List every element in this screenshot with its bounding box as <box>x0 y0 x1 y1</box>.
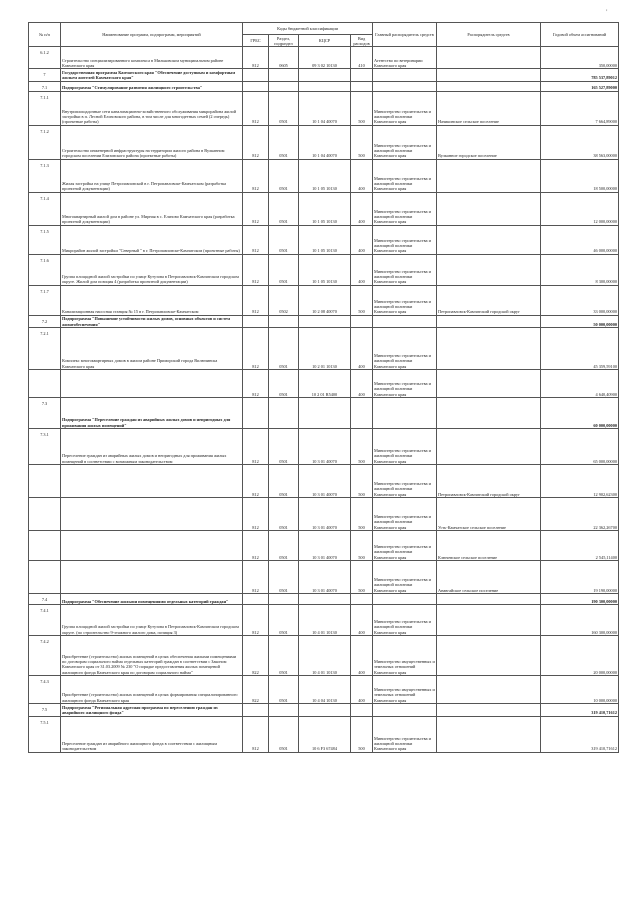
cell-amount: 10 000,00000 <box>541 676 619 704</box>
cell-name: Группа площадной жилой застройки по улице Кутузова в Петропавловск-Камчатском городском округе. (по строительство 9-этажного жилого дома, позиция 3) <box>61 605 243 636</box>
cell-num: 7.5 <box>29 704 61 716</box>
cell-rz: 0501 <box>269 636 299 676</box>
cell-csr <box>299 81 351 91</box>
cell-grbs: 812 <box>243 605 269 636</box>
cell-vr: 410 <box>351 47 373 69</box>
cell-admin <box>373 594 437 605</box>
cell-num: 7.1.7 <box>29 285 61 315</box>
cell-name: Канализационная насосная станция № 15 в г. Петропавловске-Камчатском <box>61 285 243 315</box>
cell-vr <box>351 81 373 91</box>
cell-grbs: 812 <box>243 370 269 398</box>
cell-recipient <box>437 370 541 398</box>
cell-num: 7.4.1 <box>29 605 61 636</box>
table-row-subtotal <box>29 69 619 81</box>
cell-rz: 0501 <box>269 91 299 125</box>
cell-amount: 4 640,40900 <box>541 370 619 398</box>
cell-vr <box>351 398 373 429</box>
cell-amount: 350,00000 <box>541 47 619 69</box>
cell-recipient <box>437 225 541 254</box>
cell-rz: 0501 <box>269 498 299 531</box>
cell-admin <box>373 315 437 327</box>
cell-recipient: Ключевское сельское поселение <box>437 531 541 561</box>
cell-num: 7.2.1 <box>29 328 61 370</box>
cell-csr: 10 2 01 10130 <box>299 328 351 370</box>
cell-name: Многоквартирный жилой дом в районе ул. Мирная в с. Елизово Камчатского края (разработка проектной документации) <box>61 192 243 225</box>
table-row <box>29 125 619 159</box>
cell-recipient: Петропавловск-Камчатский городской округ <box>437 285 541 315</box>
cell-grbs: 812 <box>243 429 269 465</box>
cell-num: 7.1.1 <box>29 91 61 125</box>
cell-rz: 0502 <box>269 285 299 315</box>
cell-num <box>29 498 61 531</box>
cell-num: 7 <box>29 69 61 81</box>
cell-vr: 400 <box>351 370 373 398</box>
cell-num: 7.1 <box>29 81 61 91</box>
cell-amount: 33 000,00000 <box>541 285 619 315</box>
cell-grbs: 812 <box>243 192 269 225</box>
cell-amount: 190 300,00000 <box>541 594 619 605</box>
table-row <box>29 225 619 254</box>
cell-admin <box>373 704 437 716</box>
cell-num: 7.2 <box>29 315 61 327</box>
cell-csr: 10 1 04 40070 <box>299 91 351 125</box>
header-name: Наименование программ, подпрограмм, мероприятий <box>61 23 243 47</box>
cell-vr: 500 <box>351 531 373 561</box>
cell-vr: 500 <box>351 91 373 125</box>
cell-recipient <box>437 192 541 225</box>
cell-num: 7.4 <box>29 594 61 605</box>
cell-num: 7.4.3 <box>29 676 61 704</box>
cell-recipient: Вулканное городское поселение <box>437 125 541 159</box>
cell-vr: 400 <box>351 676 373 704</box>
table-row <box>29 285 619 315</box>
cell-amount: 12 000,00000 <box>541 192 619 225</box>
cell-admin: Министерство строительства и жилищной политики Камчатского края <box>373 465 437 498</box>
cell-admin: Министерство строительства и жилищной политики Камчатского края <box>373 716 437 752</box>
cell-admin: Министерство строительства и жилищной политики Камчатского края <box>373 159 437 192</box>
cell-name: Подпрограмма "Стимулирование развития жилищного строительства" <box>61 81 243 91</box>
cell-grbs <box>243 315 269 327</box>
cell-grbs: 812 <box>243 91 269 125</box>
table-row <box>29 636 619 676</box>
cell-csr: 10 1 05 10130 <box>299 159 351 192</box>
cell-name: Приобретение (строительство) жилых помещений в целях обеспечения жилыми помещениями по договорам социального найма отдельных категорий граждан в соответствии с Законом Камчатского края от 31.03.2009 № 230 "О порядке предоставления жилых помещений жилищного фонда Камчатского края по договорам социального найма" <box>61 636 243 676</box>
header-rz: Раздел, подраздел <box>269 35 299 47</box>
table-row-subtotal <box>29 704 619 716</box>
cell-name <box>61 531 243 561</box>
cell-admin: Министерство строительства и жилищной политики Камчатского края <box>373 605 437 636</box>
cell-amount: 785 537,89012 <box>541 69 619 81</box>
budget-allocation-table <box>28 22 619 753</box>
cell-vr: 400 <box>351 192 373 225</box>
cell-rz <box>269 315 299 327</box>
cell-num <box>29 465 61 498</box>
cell-name: Строительство специализированного комплекса в Мильковском муниципальном районе Камчатского края <box>61 47 243 69</box>
cell-grbs: 812 <box>243 716 269 752</box>
cell-csr: 10 4 04 10130 <box>299 676 351 704</box>
cell-name: Подпрограмма "Повышение устойчивости жилых домов, основных объектов и систем жизнеобеспечения" <box>61 315 243 327</box>
table-row <box>29 192 619 225</box>
table-row <box>29 531 619 561</box>
cell-vr <box>351 315 373 327</box>
cell-rz: 0605 <box>269 47 299 69</box>
cell-rz <box>269 594 299 605</box>
cell-vr: 400 <box>351 328 373 370</box>
cell-rz: 0501 <box>269 370 299 398</box>
cell-admin: Министерство имущественных и земельных отношений Камчатского края <box>373 676 437 704</box>
cell-name: Микрорайон жилой застройки "Северный " в г. Петропавловске-Камчатском (проектные работы) <box>61 225 243 254</box>
table-row <box>29 716 619 752</box>
cell-rz <box>269 704 299 716</box>
cell-admin: Министерство строительства и жилищной политики Камчатского края <box>373 254 437 285</box>
cell-name: Группа площадной жилой застройки по улице Кутузова в Петропавловск-Камчатском городском округе. Жилой дом позиция 4 (разработка проектной документации) <box>61 254 243 285</box>
cell-recipient <box>437 716 541 752</box>
budget-table-container <box>28 22 618 753</box>
cell-csr: 10 3 01 40070 <box>299 465 351 498</box>
cell-grbs: 812 <box>243 328 269 370</box>
cell-csr: 10 2 08 40070 <box>299 285 351 315</box>
cell-admin: Министерство строительства и жилищной политики Камчатского края <box>373 429 437 465</box>
table-row <box>29 465 619 498</box>
cell-admin: Министерство строительства и жилищной политики Камчатского края <box>373 91 437 125</box>
cell-admin: Министерство строительства и жилищной политики Камчатского края <box>373 192 437 225</box>
table-row-subtotal <box>29 315 619 327</box>
cell-recipient <box>437 254 541 285</box>
cell-amount: 7 664,89000 <box>541 91 619 125</box>
cell-name: Приобретение (строительство) жилых помещений в целях формирования специализированного жилищного фонда Камчатского края <box>61 676 243 704</box>
cell-grbs: 812 <box>243 47 269 69</box>
cell-grbs: 822 <box>243 676 269 704</box>
table-row-subtotal <box>29 398 619 429</box>
cell-grbs <box>243 81 269 91</box>
cell-name: Переселение граждан из аварийных жилых домов и непригодных для проживания жилых помещений в соответствии с возможным законодательством <box>61 429 243 465</box>
cell-recipient <box>437 704 541 716</box>
cell-vr: 500 <box>351 429 373 465</box>
cell-num: 7.4.2 <box>29 636 61 676</box>
cell-name <box>61 370 243 398</box>
header-csr: КЦСР <box>299 35 351 47</box>
cell-num: 7.3.1 <box>29 429 61 465</box>
cell-rz <box>269 81 299 91</box>
cell-grbs: 812 <box>243 465 269 498</box>
cell-rz: 0501 <box>269 561 299 594</box>
cell-recipient <box>437 328 541 370</box>
table-row-subtotal <box>29 81 619 91</box>
cell-name: Внутриплощадочные сети канализационно-хозяйственного обслуживания микрорайона жилой застройки в п. Лесной Елизовского района, в том числе для многодетных семей (2 очередь) (проектные работы) <box>61 91 243 125</box>
cell-rz <box>269 69 299 81</box>
cell-amount: 38 563,00000 <box>541 125 619 159</box>
cell-name <box>61 465 243 498</box>
cell-rz: 0501 <box>269 225 299 254</box>
cell-admin: Министерство строительства и жилищной политики Камчатского края <box>373 561 437 594</box>
cell-recipient <box>437 81 541 91</box>
cell-vr: 500 <box>351 125 373 159</box>
cell-recipient: Анавгайское сельское поселение <box>437 561 541 594</box>
header-grbs: ГРБС <box>243 35 269 47</box>
cell-csr <box>299 398 351 429</box>
cell-amount: 12 902,62300 <box>541 465 619 498</box>
table-row <box>29 91 619 125</box>
cell-vr: 500 <box>351 285 373 315</box>
cell-csr: 10 3 01 40070 <box>299 429 351 465</box>
cell-csr <box>299 704 351 716</box>
cell-grbs: 812 <box>243 561 269 594</box>
cell-recipient: Петропавловск-Камчатский городской округ <box>437 465 541 498</box>
header-amount: Годовой объем ассигнований <box>541 23 619 47</box>
cell-grbs: 812 <box>243 225 269 254</box>
cell-num: 7.3 <box>29 398 61 429</box>
cell-recipient <box>437 47 541 69</box>
cell-name: Переселение граждан из аварийного жилищного фонда в соответствии с жилищным законодательством <box>61 716 243 752</box>
cell-vr: 400 <box>351 159 373 192</box>
cell-recipient <box>437 69 541 81</box>
cell-admin: Министерство строительства и жилищной политики Камчатского края <box>373 125 437 159</box>
cell-amount: 60 000,00000 <box>541 398 619 429</box>
cell-rz: 0501 <box>269 716 299 752</box>
cell-amount: 165 527,89000 <box>541 81 619 91</box>
cell-vr: 500 <box>351 716 373 752</box>
cell-rz: 0501 <box>269 125 299 159</box>
cell-vr <box>351 594 373 605</box>
cell-vr: 500 <box>351 465 373 498</box>
table-row <box>29 429 619 465</box>
cell-csr: 10 1 05 10130 <box>299 192 351 225</box>
cell-grbs <box>243 398 269 429</box>
cell-admin: Министерство строительства и жилищной политики Камчатского края <box>373 370 437 398</box>
cell-csr: 10 3 01 40070 <box>299 531 351 561</box>
cell-admin <box>373 69 437 81</box>
cell-rz: 0501 <box>269 159 299 192</box>
table-body <box>29 47 619 752</box>
cell-admin: Министерство строительства и жилищной политики Камчатского края <box>373 285 437 315</box>
cell-admin <box>373 398 437 429</box>
cell-csr <box>299 594 351 605</box>
cell-name <box>61 498 243 531</box>
cell-rz: 0501 <box>269 605 299 636</box>
cell-grbs: 812 <box>243 531 269 561</box>
table-row <box>29 676 619 704</box>
cell-num: 6.1.2 <box>29 47 61 69</box>
cell-rz: 0501 <box>269 254 299 285</box>
cell-csr: 10 3 01 40070 <box>299 498 351 531</box>
cell-admin: Министерство строительства и жилищной политики Камчатского края <box>373 498 437 531</box>
cell-amount: 65 000,00000 <box>541 429 619 465</box>
cell-rz: 0501 <box>269 465 299 498</box>
cell-grbs <box>243 704 269 716</box>
cell-amount: 18 500,00000 <box>541 159 619 192</box>
table-row <box>29 498 619 531</box>
cell-num <box>29 370 61 398</box>
cell-rz <box>269 398 299 429</box>
cell-admin: Агентство по ветеринарии Камчатского края <box>373 47 437 69</box>
cell-vr: 400 <box>351 636 373 676</box>
cell-csr: 09 3 02 10130 <box>299 47 351 69</box>
cell-recipient <box>437 429 541 465</box>
cell-num: 7.1.4 <box>29 192 61 225</box>
table-row-subtotal <box>29 594 619 605</box>
cell-name: Подпрограмма "Переселение граждан из аварийных жилых домов и непригодных для проживания жилых помещений" <box>61 398 243 429</box>
cell-grbs: 812 <box>243 125 269 159</box>
header-class-group: Коды бюджетной классификации <box>243 23 373 35</box>
cell-amount: 20 000,00000 <box>541 636 619 676</box>
cell-amount: 22 362,26700 <box>541 498 619 531</box>
cell-recipient <box>437 636 541 676</box>
cell-recipient <box>437 676 541 704</box>
cell-admin: Министерство имущественных и земельных отношений Камчатского края <box>373 636 437 676</box>
cell-vr: 500 <box>351 498 373 531</box>
cell-num: 7.1.3 <box>29 159 61 192</box>
table-row <box>29 47 619 69</box>
cell-recipient <box>437 159 541 192</box>
cell-recipient <box>437 398 541 429</box>
cell-name: Строительство инженерной инфраструктуры на территории жилого района в Вулканном городском поселении Елизовского района (проектные работы) <box>61 125 243 159</box>
cell-csr: 10 1 04 40070 <box>299 125 351 159</box>
cell-num: 7.5.1 <box>29 716 61 752</box>
cell-csr: 10 6 F3 67484 <box>299 716 351 752</box>
cell-rz: 0501 <box>269 676 299 704</box>
cell-num: 7.1.5 <box>29 225 61 254</box>
cell-name: Подпрограмма "Региональная адресная программа по переселению граждан из аварийного жилищного фонда" <box>61 704 243 716</box>
table-row <box>29 561 619 594</box>
cell-admin: Министерство строительства и жилищной политики Камчатского края <box>373 225 437 254</box>
cell-rz: 0501 <box>269 192 299 225</box>
cell-num: 7.1.2 <box>29 125 61 159</box>
cell-grbs <box>243 69 269 81</box>
cell-csr: 10 1 05 10130 <box>299 225 351 254</box>
cell-rz: 0501 <box>269 531 299 561</box>
cell-num <box>29 561 61 594</box>
cell-vr: 500 <box>351 561 373 594</box>
cell-admin: Министерство строительства и жилищной политики Камчатского края <box>373 328 437 370</box>
cell-recipient <box>437 605 541 636</box>
header-vr: Вид расходов <box>351 35 373 47</box>
table-row <box>29 605 619 636</box>
cell-name: Подпрограмма "Обеспечение жилыми помещениями отдельных категорий граждан" <box>61 594 243 605</box>
table-row <box>29 370 619 398</box>
cell-csr: 10 3 01 40070 <box>299 561 351 594</box>
cell-csr: 10 2 01 R5400 <box>299 370 351 398</box>
cell-recipient <box>437 594 541 605</box>
cell-amount: 8 300,00000 <box>541 254 619 285</box>
cell-amount: 46 000,00000 <box>541 225 619 254</box>
cell-recipient: Начикинское сельское поселение <box>437 91 541 125</box>
cell-csr: 10 4 01 10130 <box>299 636 351 676</box>
cell-amount: 19 190,00000 <box>541 561 619 594</box>
cell-grbs: 812 <box>243 254 269 285</box>
cell-amount: 319 410,71612 <box>541 704 619 716</box>
cell-name: Государственная программа Камчатского края "Обеспечение доступным и комфортным жильем жителей Камчатского края" <box>61 69 243 81</box>
cell-csr: 10 4 01 10130 <box>299 605 351 636</box>
cell-grbs <box>243 594 269 605</box>
cell-vr: 400 <box>351 225 373 254</box>
cell-amount: 160 300,00000 <box>541 605 619 636</box>
cell-num <box>29 531 61 561</box>
cell-recipient: Усть-Камчатское сельское поселение <box>437 498 541 531</box>
header-admin: Главный распорядитель средств <box>373 23 437 47</box>
table-row <box>29 254 619 285</box>
header-num: № п/п <box>29 23 61 47</box>
cell-num: 7.1.6 <box>29 254 61 285</box>
cell-rz: 0501 <box>269 429 299 465</box>
cell-amount: 319 410,71612 <box>541 716 619 752</box>
cell-admin <box>373 81 437 91</box>
cell-name: Жилая застройка на улице Петропавловской в г. Петропавловске-Камчатском (разработка проектной документации) <box>61 159 243 192</box>
table-header <box>29 23 619 47</box>
cell-vr <box>351 704 373 716</box>
cell-grbs: 812 <box>243 498 269 531</box>
table-row <box>29 328 619 370</box>
cell-amount: 50 000,00000 <box>541 315 619 327</box>
table-row <box>29 159 619 192</box>
cell-vr: 400 <box>351 254 373 285</box>
page-corner-mark: , <box>606 6 608 12</box>
cell-recipient <box>437 315 541 327</box>
cell-amount: 2 545,11400 <box>541 531 619 561</box>
header-recipient: Распорядитель средств <box>437 23 541 47</box>
cell-csr: 10 1 05 10130 <box>299 254 351 285</box>
cell-admin: Министерство строительства и жилищной политики Камчатского края <box>373 531 437 561</box>
cell-csr <box>299 315 351 327</box>
cell-vr <box>351 69 373 81</box>
cell-amount: 45 359,59100 <box>541 328 619 370</box>
cell-grbs: 812 <box>243 285 269 315</box>
cell-rz: 0501 <box>269 328 299 370</box>
cell-grbs: 822 <box>243 636 269 676</box>
cell-grbs: 812 <box>243 159 269 192</box>
cell-csr <box>299 69 351 81</box>
cell-name: Комплекс многоквартирных домов в жилом районе Приморский города Вилючинска Камчатского края <box>61 328 243 370</box>
cell-vr: 400 <box>351 605 373 636</box>
cell-name <box>61 561 243 594</box>
